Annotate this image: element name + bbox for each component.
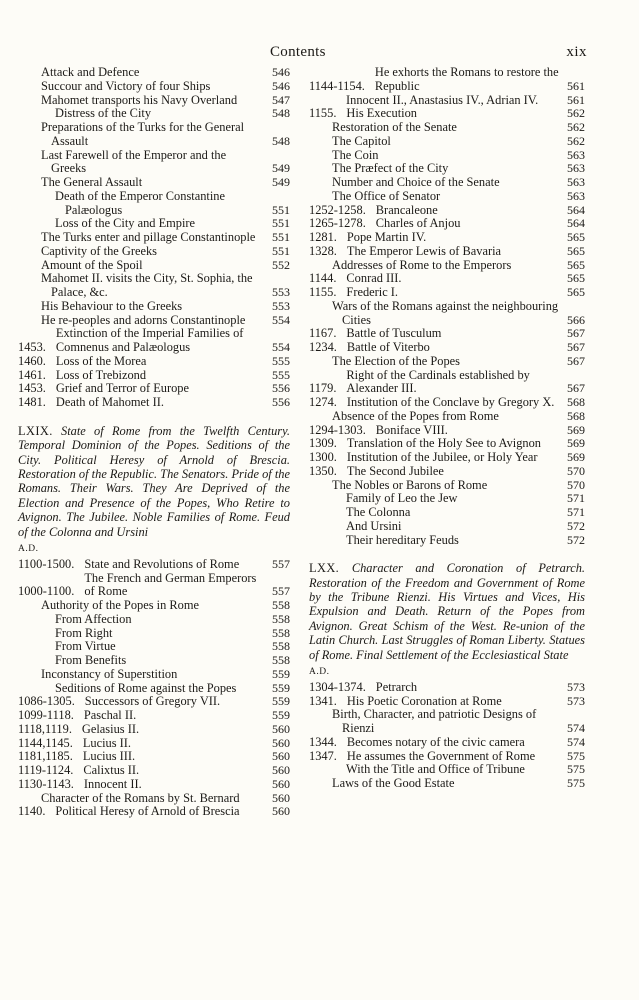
- toc-entry: [18, 627, 290, 641]
- toc-entry-date: 1130-1143.: [18, 776, 74, 791]
- toc-entry-page: 551: [272, 202, 290, 217]
- toc-entry-title: His Behaviour to the Greeks: [41, 298, 183, 313]
- toc-entry: [309, 107, 585, 121]
- toc-entry-page: 567: [567, 353, 585, 368]
- toc-entry: [18, 245, 290, 259]
- toc-entry: [309, 135, 585, 149]
- toc-entry-date: 1144.: [309, 271, 337, 286]
- toc-entry-page: 565: [567, 243, 585, 258]
- toc-entry: [18, 572, 290, 600]
- toc-entry-title: Pope Martin IV.: [346, 230, 427, 244]
- toc-entry-date: 1167.: [309, 326, 337, 341]
- toc-entry-page: 551: [272, 216, 290, 231]
- toc-entry-page: 560: [272, 721, 290, 736]
- toc-entry-date: 1281.: [309, 230, 337, 244]
- toc-entry: [309, 355, 585, 369]
- toc-entry-title: Battle of Tusculum: [346, 326, 442, 341]
- toc-entry: [18, 640, 290, 654]
- toc-entry-title: Innocent II.: [83, 776, 142, 791]
- toc-entry-date: 1234.: [309, 340, 337, 354]
- toc-entry: [18, 327, 290, 355]
- toc-entry-title: Gelasius II.: [81, 721, 140, 736]
- toc-entry-date: 1328.: [309, 243, 337, 258]
- chapter-69-number: LXIX.: [18, 423, 53, 438]
- toc-entry-title: Battle of Viterbo: [346, 340, 430, 354]
- toc-entry-title: Brancaleone: [375, 202, 438, 217]
- toc-entry-title: Successors of Gregory VII.: [84, 694, 221, 709]
- toc-entry-page: 565: [567, 257, 585, 272]
- toc-entry-page: 567: [567, 340, 585, 354]
- toc-entry-title: Translation of the Holy See to Avignon: [346, 436, 542, 451]
- toc-entry: [18, 300, 290, 314]
- toc-entry-title: He exhorts the Romans to restore the Republic: [374, 65, 559, 93]
- toc-entry-page: 575: [567, 748, 585, 763]
- toc-entry-page: 560: [272, 804, 290, 819]
- toc-entry-title: Mahomet II. visits the City, St. Sophia, the Palace, &c.: [41, 271, 253, 299]
- toc-entry-page: 565: [567, 230, 585, 244]
- toc-entry-title: Loss of the City and Empire: [55, 216, 196, 231]
- toc-entry: [309, 176, 585, 190]
- toc-entry-page: 560: [272, 776, 290, 791]
- toc-entry-page: 574: [567, 721, 585, 736]
- toc-entry: [18, 66, 290, 80]
- toc-entry: [309, 479, 585, 493]
- toc-entry-title: Inconstancy of Superstition: [41, 666, 178, 681]
- toc-entry-page: 572: [567, 532, 585, 547]
- toc-entry-page: 571: [567, 505, 585, 519]
- chapter-69-summary: [18, 424, 290, 539]
- toc-entry-title: The Nobles or Barons of Rome: [332, 477, 488, 492]
- toc-entry-title: Character of the Romans by St. Bernard: [41, 790, 240, 805]
- toc-entry-title: Institution of the Jubilee, or Holy Year: [346, 450, 538, 464]
- toc-entry-title: The Emperor Lewis of Bavaria: [346, 243, 502, 258]
- toc-entry-page: 547: [272, 92, 290, 107]
- toc-entry-page: 567: [567, 381, 585, 396]
- toc-entry-date: 1179.: [309, 381, 337, 396]
- toc-entry-page: 559: [272, 680, 290, 695]
- toc-entry-title: From Right: [55, 625, 113, 640]
- toc-entry: [309, 286, 585, 300]
- toc-entry: [309, 121, 585, 135]
- toc-entry: [309, 396, 585, 410]
- toc-entry-title: Laws of the Good Estate: [332, 776, 455, 791]
- toc-entry: [18, 149, 290, 177]
- toc-entry-page: 569: [567, 422, 585, 437]
- toc-entry-date: 1086-1305.: [18, 694, 75, 709]
- toc-entry: [309, 736, 585, 750]
- toc-entry: [309, 750, 585, 764]
- toc-entry: [309, 190, 585, 204]
- toc-entry-page: 551: [272, 230, 290, 244]
- toc-entry-title: Wars of the Romans against the neighbouring Cities: [332, 298, 559, 327]
- toc-entry: [309, 300, 585, 328]
- toc-entry: [18, 654, 290, 668]
- toc-entry-title: From Affection: [55, 611, 132, 626]
- toc-entry-title: The Coin: [332, 147, 379, 162]
- toc-entry-title: Becomes notary of the civic camera: [346, 734, 525, 749]
- toc-entry-page: 573: [567, 679, 585, 694]
- toc-entry-date: 1155.: [309, 285, 337, 299]
- toc-entry-page: 548: [272, 106, 290, 121]
- page-header: [0, 44, 639, 64]
- toc-entry-title: Mahomet transports his Navy Overland: [41, 92, 238, 107]
- toc-entry: [18, 272, 290, 300]
- toc-entry-page: 559: [272, 666, 290, 681]
- left-column: [18, 66, 290, 819]
- toc-entry-page: 560: [272, 749, 290, 764]
- toc-entry-page: 564: [567, 202, 585, 217]
- toc-entry-title: Last Farewell of the Emperor and the Greeks: [41, 147, 227, 176]
- toc-entry-title: The Second Jubilee: [346, 463, 444, 478]
- toc-entry: [309, 149, 585, 163]
- toc-entry-date: 1481.: [18, 395, 46, 409]
- toc-entry-date: 1460.: [18, 353, 46, 368]
- toc-entry-page: 561: [567, 92, 585, 107]
- toc-entry-title: Birth, Character, and patriotic Designs of Rienzi: [332, 707, 537, 736]
- toc-entry-date: 1274.: [309, 395, 337, 409]
- toc-entry-date: 1294-1303.: [309, 422, 366, 437]
- toc-entry-title: Grief and Terror of Europe: [55, 381, 189, 396]
- toc-entry-title: Political Heresy of Arnold of Brescia: [55, 804, 240, 819]
- toc-entry-page: 569: [567, 436, 585, 451]
- toc-entry-title: Extinction of the Imperial Families of Comnenus and Palæologus: [55, 326, 244, 354]
- toc-entry: [18, 107, 290, 121]
- toc-entry-title: Succour and Victory of four Ships: [41, 78, 211, 93]
- toc-entry: [18, 613, 290, 627]
- toc-entry-date: 1453.: [18, 340, 46, 354]
- right-column: [309, 66, 585, 791]
- toc-entry: [309, 327, 585, 341]
- toc-entry-title: Authority of the Popes in Rome: [41, 598, 199, 612]
- toc-entry-title: His Execution: [346, 106, 417, 121]
- toc-entry: [309, 369, 585, 397]
- toc-entry: [18, 599, 290, 613]
- toc-entry: [309, 437, 585, 451]
- toc-entry-page: 575: [567, 776, 585, 791]
- toc-entry: [309, 451, 585, 465]
- toc-entry-page: 557: [272, 584, 290, 599]
- toc-entry-title: Calixtus II.: [83, 763, 140, 777]
- toc-entry-page: 568: [567, 408, 585, 423]
- toc-entry-page: 562: [567, 133, 585, 148]
- toc-entry-page: 553: [272, 298, 290, 313]
- toc-entry-page: 557: [272, 556, 290, 571]
- toc-entry-page: 569: [567, 450, 585, 464]
- toc-entry-title: Seditions of Rome against the Popes: [55, 680, 237, 695]
- toc-entry-title: Institution of the Conclave by Gregory X.: [346, 395, 555, 409]
- toc-entry-date: 1000-1100.: [18, 584, 75, 599]
- toc-entry: [18, 382, 290, 396]
- toc-entry-title: Lucius II.: [82, 735, 132, 750]
- toc-entry-page: 573: [567, 693, 585, 708]
- toc-list-right-2: [309, 681, 585, 791]
- toc-entry: [18, 737, 290, 751]
- toc-entry: [309, 217, 585, 231]
- toc-entry-page: 560: [272, 735, 290, 750]
- toc-entry-page: 560: [272, 790, 290, 805]
- chapter-70-number: LXX.: [309, 561, 340, 576]
- toc-entry: [18, 259, 290, 273]
- toc-entry: [18, 805, 290, 819]
- toc-list-left-2: [18, 558, 290, 819]
- toc-entry-page: 546: [272, 78, 290, 93]
- toc-entry-title: Restoration of the Senate: [332, 120, 457, 134]
- toc-entry-date: 1144-1154.: [309, 78, 365, 93]
- toc-entry-date: 1100-1500.: [18, 556, 75, 571]
- toc-entry: [309, 534, 585, 548]
- toc-entry: [18, 682, 290, 696]
- toc-entry: [18, 231, 290, 245]
- toc-entry-page: 574: [567, 734, 585, 749]
- toc-entry-page: 552: [272, 257, 290, 272]
- toc-entry-title: Boniface VIII.: [375, 422, 448, 437]
- toc-entry-date: 1119-1124.: [18, 763, 74, 777]
- toc-entry-date: 1347.: [309, 748, 337, 763]
- toc-entry-title: Paschal II.: [83, 708, 137, 722]
- toc-entry: [309, 695, 585, 709]
- toc-entry: [18, 396, 290, 410]
- toc-entry: [18, 314, 290, 328]
- toc-entry-page: 565: [567, 285, 585, 299]
- toc-entry: [18, 558, 290, 572]
- toc-entry-title: The Turks enter and pillage Constantinople: [41, 230, 256, 244]
- toc-entry: [18, 355, 290, 369]
- toc-entry-date: 1344.: [309, 734, 337, 749]
- toc-entry-title: Absence of the Popes from Rome: [332, 408, 499, 423]
- toc-entry-page: 549: [272, 175, 290, 189]
- running-title: Contents: [270, 44, 326, 60]
- toc-entry-date: 1341.: [309, 693, 337, 708]
- toc-entry-page: 558: [272, 625, 290, 640]
- toc-entry-title: The French and German Emperors of Rome: [84, 570, 257, 599]
- toc-entry-page: 559: [272, 694, 290, 709]
- toc-entry: [309, 94, 585, 108]
- toc-entry: [18, 695, 290, 709]
- toc-entry-page: 556: [272, 381, 290, 396]
- chapter-69-text: State of Rome from the Twelfth Century. Temporal Dominion of the Popes. Seditions of the City. Political Heresy of Arnold of Brescia. Restoration of the Republic. The Senators. Pride of the Romans. Their Wars. They Are Deprived of the Election and Presence of the Popes, Who Retire to Avignon. The Jubilee. Noble Families of Rome. Feud of the Colonna and Ursini: [18, 423, 290, 539]
- toc-entry: [18, 750, 290, 764]
- toc-entry-date: 1461.: [18, 367, 46, 382]
- toc-entry-title: Death of Mahomet II.: [55, 395, 164, 409]
- toc-entry: [18, 723, 290, 737]
- page-number: xix: [566, 44, 587, 60]
- toc-entry-title: Lucius III.: [82, 749, 136, 764]
- toc-entry-title: The Capitol: [332, 133, 391, 148]
- toc-entry-title: Captivity of the Greeks: [41, 243, 157, 258]
- toc-entry-page: 563: [567, 161, 585, 176]
- toc-entry: [309, 410, 585, 424]
- toc-entry-date: 1309.: [309, 436, 337, 451]
- toc-entry: [309, 162, 585, 176]
- toc-entry-page: 571: [567, 491, 585, 506]
- toc-entry-page: 568: [567, 395, 585, 409]
- toc-entry-page: 551: [272, 243, 290, 258]
- toc-entry-page: 565: [567, 271, 585, 286]
- toc-entry-title: Petrarch: [375, 679, 418, 694]
- toc-entry: [309, 245, 585, 259]
- toc-entry-title: He assumes the Government of Rome: [346, 748, 536, 763]
- toc-entry-date: 1265-1278.: [309, 216, 366, 231]
- toc-entry: [309, 492, 585, 506]
- toc-entry: [309, 708, 585, 736]
- toc-entry-title: The Election of the Popes: [332, 353, 461, 368]
- toc-entry: [309, 520, 585, 534]
- toc-entry: [309, 681, 585, 695]
- toc-entry-date: 1118,1119.: [18, 721, 72, 736]
- toc-entry-title: State and Revolutions of Rome: [84, 556, 240, 571]
- toc-entry-title: Loss of the Morea: [55, 353, 147, 368]
- toc-entry-title: Attack and Defence: [41, 65, 140, 79]
- toc-entry-title: Right of the Cardinals established by Alexander III.: [346, 367, 530, 396]
- toc-entry-page: 555: [272, 367, 290, 382]
- toc-entry: [309, 231, 585, 245]
- toc-entry: [18, 778, 290, 792]
- toc-entry-page: 554: [272, 312, 290, 327]
- toc-entry-title: With the Title and Office of Tribune: [346, 762, 525, 777]
- toc-entry-title: His Poetic Coronation at Rome: [346, 693, 502, 708]
- toc-entry-page: 564: [567, 216, 585, 231]
- toc-entry: [18, 369, 290, 383]
- toc-entry-page: 558: [272, 598, 290, 612]
- toc-entry: [18, 217, 290, 231]
- ad-label: A.D.: [309, 667, 330, 678]
- toc-entry-page: 570: [567, 463, 585, 478]
- toc-entry-title: From Benefits: [55, 653, 127, 667]
- toc-entry-page: 562: [567, 120, 585, 134]
- toc-entry: [18, 792, 290, 806]
- toc-entry-title: Family of Leo the Jew: [346, 491, 458, 506]
- toc-entry-date: 1181,1185.: [18, 749, 73, 764]
- toc-entry: [309, 465, 585, 479]
- toc-entry-title: Death of the Emperor Constantine Palæologus: [55, 188, 225, 217]
- toc-entry-title: Amount of the Spoil: [41, 257, 143, 272]
- toc-entry-title: Their hereditary Feuds: [346, 532, 459, 547]
- toc-entry-date: 1304-1374.: [309, 679, 366, 694]
- toc-list-right-1: [309, 66, 585, 547]
- toc-entry-title: The Colonna: [346, 505, 411, 519]
- toc-entry-date: 1252-1258.: [309, 202, 366, 217]
- toc-entry-title: And Ursini: [346, 518, 402, 533]
- toc-entry: [309, 777, 585, 791]
- toc-entry: [18, 80, 290, 94]
- toc-entry: [309, 763, 585, 777]
- toc-entry-title: The General Assault: [41, 175, 143, 189]
- toc-entry-date: 1140.: [18, 804, 46, 819]
- toc-entry-page: 563: [567, 175, 585, 189]
- toc-entry-page: 562: [567, 106, 585, 121]
- toc-entry-page: 575: [567, 762, 585, 777]
- toc-entry: [309, 66, 585, 94]
- toc-entry: [309, 259, 585, 273]
- toc-entry-page: 561: [567, 78, 585, 93]
- toc-entry-title: Distress of the City: [55, 106, 152, 121]
- toc-entry: [309, 506, 585, 520]
- toc-entry-page: 572: [567, 518, 585, 533]
- toc-entry-title: Frederic I.: [346, 285, 399, 299]
- toc-entry-title: Addresses of Rome to the Emperors: [332, 257, 512, 272]
- toc-entry: [309, 341, 585, 355]
- toc-entry-title: Conrad III.: [346, 271, 402, 286]
- toc-entry-page: 563: [567, 147, 585, 162]
- toc-entry: [18, 709, 290, 723]
- toc-entry-page: 549: [272, 161, 290, 176]
- toc-entry-page: 567: [567, 326, 585, 341]
- toc-entry-page: 555: [272, 353, 290, 368]
- chapter-70-summary: [309, 561, 585, 662]
- toc-entry-title: Innocent II., Anastasius IV., Adrian IV.: [346, 92, 539, 107]
- toc-entry-date: 1300.: [309, 450, 337, 464]
- toc-entry: [18, 668, 290, 682]
- toc-list-left-1: [18, 66, 290, 410]
- ad-label: A.D.: [18, 544, 39, 554]
- toc-entry-title: Preparations of the Turks for the General Assault: [41, 120, 245, 148]
- toc-entry-page: 560: [272, 763, 290, 777]
- toc-entry-title: Charles of Anjou: [375, 216, 461, 231]
- toc-entry: [18, 121, 290, 149]
- toc-entry-page: 553: [272, 285, 290, 299]
- toc-entry: [18, 94, 290, 108]
- toc-entry-page: 563: [567, 188, 585, 203]
- toc-entry-date: 1155.: [309, 106, 337, 121]
- toc-entry-title: Loss of Trebizond: [55, 367, 147, 382]
- toc-entry-page: 566: [567, 312, 585, 327]
- toc-entry-page: 548: [272, 133, 290, 148]
- toc-entry-title: The Office of Senator: [332, 188, 441, 203]
- toc-entry-page: 570: [567, 477, 585, 492]
- toc-entry-date: 1453.: [18, 381, 46, 396]
- toc-entry: [18, 190, 290, 218]
- toc-entry-date: 1144,1145.: [18, 735, 73, 750]
- toc-entry: [309, 424, 585, 438]
- toc-entry-page: 558: [272, 639, 290, 654]
- toc-entry: [18, 764, 290, 778]
- toc-entry: [18, 176, 290, 190]
- toc-entry-page: 559: [272, 708, 290, 722]
- toc-entry: [309, 204, 585, 218]
- toc-entry-page: 554: [272, 340, 290, 354]
- toc-entry-page: 546: [272, 65, 290, 79]
- toc-entry-page: 558: [272, 653, 290, 667]
- toc-entry-title: He re-peoples and adorns Constantinople: [41, 312, 246, 327]
- toc-entry: [309, 272, 585, 286]
- toc-entry-date: 1099-1118.: [18, 708, 74, 722]
- toc-entry-title: From Virtue: [55, 639, 116, 654]
- chapter-70-text: Character and Coronation of Petrarch. Restoration of the Freedom and Government of Rome by the Tribune Rienzi. His Virtues and Vices, His Expulsion and Death. Return of the Popes from Avignon. Great Schism of the West. Re-union of the Latin Church. Last Struggles of Roman Liberty. Statues of Rome. Final Settlement of the Ecclesiastical State: [309, 561, 585, 662]
- toc-entry-title: The Præfect of the City: [332, 161, 449, 176]
- toc-entry-page: 556: [272, 395, 290, 409]
- toc-entry-date: 1350.: [309, 463, 337, 478]
- toc-entry-title: Number and Choice of the Senate: [332, 175, 500, 189]
- toc-entry-page: 558: [272, 611, 290, 626]
